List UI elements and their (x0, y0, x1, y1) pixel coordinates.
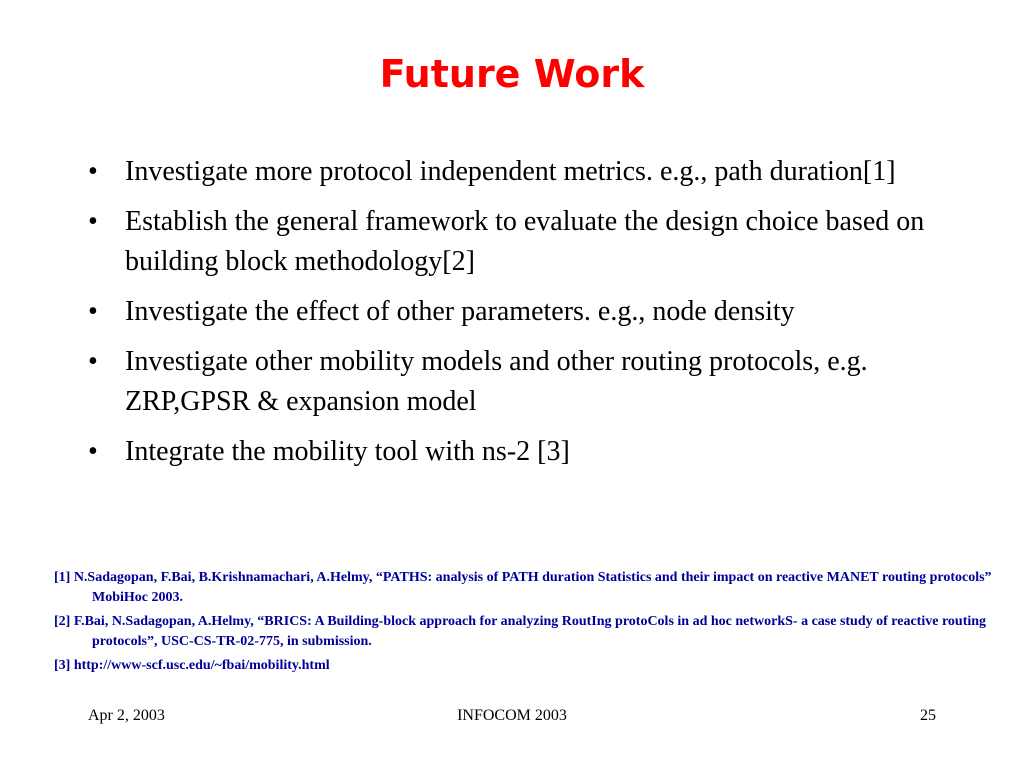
bullet-item (88, 342, 948, 422)
bullet-item (88, 202, 948, 282)
bullet-dot: • (88, 296, 98, 327)
reference-item: [3] http://www-scf.usc.edu/~fbai/mobility.html (54, 658, 330, 673)
bullet-text: Investigate other mobility models and other routing protocols, e.g. ZRP,GPSR & expansion model (125, 346, 868, 417)
footer-page-number: 25 (920, 707, 936, 724)
bullet-text: Establish the general framework to evaluate the design choice based on building block methodology[2] (125, 206, 925, 277)
reference-item: [1] N.Sadagopan, F.Bai, B.Krishnamachari, A.Helmy, “PATHS: analysis of PATH duration Statistics and their impact on reactive MANET routing protocols” MobiHoc 2003. (54, 570, 992, 605)
bullet-text: Investigate the effect of other parameters. e.g., node density (125, 296, 795, 327)
bullet-dot: • (88, 206, 98, 237)
reference-item: [2] F.Bai, N.Sadagopan, A.Helmy, “BRICS: A Building-block approach for analyzing RoutIng protoCols in ad hoc networkS- a case study of reactive routing protocols”, USC-CS-TR-02-775, in submission. (54, 614, 987, 649)
bullet-list (88, 152, 948, 482)
bullet-text: Investigate more protocol independent metrics. e.g., path duration[1] (125, 156, 896, 187)
bullet-dot: • (88, 436, 98, 467)
bullet-dot: • (88, 346, 98, 377)
slide-title: Future Work (379, 52, 645, 96)
reference-list (54, 568, 994, 680)
bullet-item (88, 152, 948, 192)
footer-conference: INFOCOM 2003 (457, 707, 567, 724)
bullet-item (88, 432, 948, 472)
footer-date: Apr 2, 2003 (88, 707, 165, 724)
bullet-text: Integrate the mobility tool with ns-2 [3] (125, 436, 570, 467)
bullet-dot: • (88, 156, 98, 187)
bullet-item (88, 292, 948, 332)
